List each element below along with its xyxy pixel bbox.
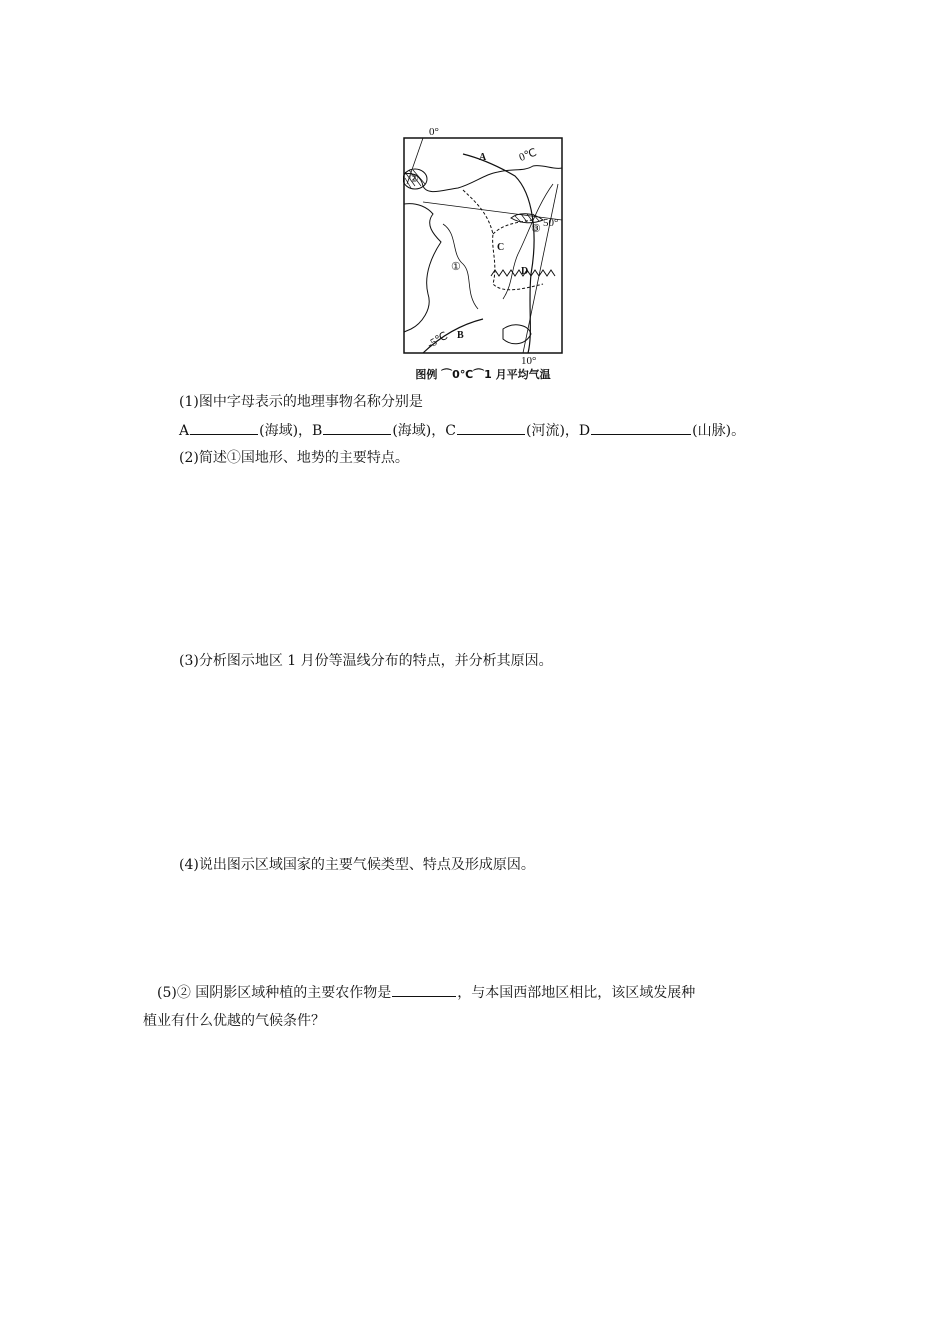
q1-blank-d[interactable] — [591, 420, 691, 435]
question-3-text: (3)分析图示地区 1 月份等温线分布的特点，并分析其原因。 — [179, 653, 553, 669]
label-lon-10: 10° — [521, 355, 537, 364]
question-4-text: (4)说出图示区域国家的主要气候类型、特点及形成原因。 — [179, 857, 535, 873]
q5-prefix: (5)② 国阴影区域种植的主要农作物是 — [157, 985, 392, 1001]
q5-suffix: ，与本国西部地区相比，该区域发展种 — [457, 985, 696, 1001]
question-2-text: (2)简述①国地形、地势的主要特点。 — [179, 450, 409, 466]
label-lat-50: 50° — [543, 217, 559, 229]
label-a: A — [479, 152, 487, 163]
label-c: C — [497, 242, 505, 253]
label-b: B — [457, 330, 464, 341]
label-circle-1: ① — [451, 261, 461, 273]
map-figure — [403, 124, 563, 386]
label-circle-3: ③ — [531, 223, 541, 235]
q5-blank-crop[interactable] — [392, 982, 456, 997]
question-1-blanks — [179, 420, 745, 441]
label-iso0: 0℃ — [517, 146, 539, 164]
label-iso5: -5℃ — [425, 329, 450, 352]
q1-b-suffix: (海域)，C — [392, 423, 456, 439]
q1-a-suffix: (海域)，B — [259, 423, 323, 439]
map-svg — [403, 124, 563, 364]
map-legend-caption: 图例 ⌒0℃⌒1 月平均气温 — [415, 368, 551, 381]
map-frame — [404, 138, 562, 353]
q1-c-suffix: (河流)，D — [525, 423, 591, 439]
q1-blank-a[interactable] — [190, 420, 258, 435]
label-d: D — [521, 266, 529, 277]
question-5-line-1 — [157, 982, 695, 1003]
latitude-50-line — [423, 202, 562, 220]
q1-blank-c[interactable] — [457, 420, 525, 435]
label-lon-0: 0° — [429, 126, 439, 138]
coastline-west — [404, 204, 441, 332]
longitude-10-line — [523, 184, 558, 353]
isotherm-0 — [463, 154, 534, 353]
q1-blank-b[interactable] — [323, 420, 391, 435]
q1-a-label: A — [179, 423, 190, 439]
q1-d-suffix: (山脉)。 — [692, 423, 746, 439]
question-1-text: (1)图中字母表示的地理事物名称分别是 — [179, 394, 423, 410]
label-circle-2: ② — [409, 173, 419, 185]
river-c — [503, 184, 553, 299]
question-5-line-2: 植业有什么优越的气候条件？ — [143, 1013, 325, 1029]
border-line-2 — [493, 220, 533, 234]
coastline-north — [404, 166, 562, 192]
